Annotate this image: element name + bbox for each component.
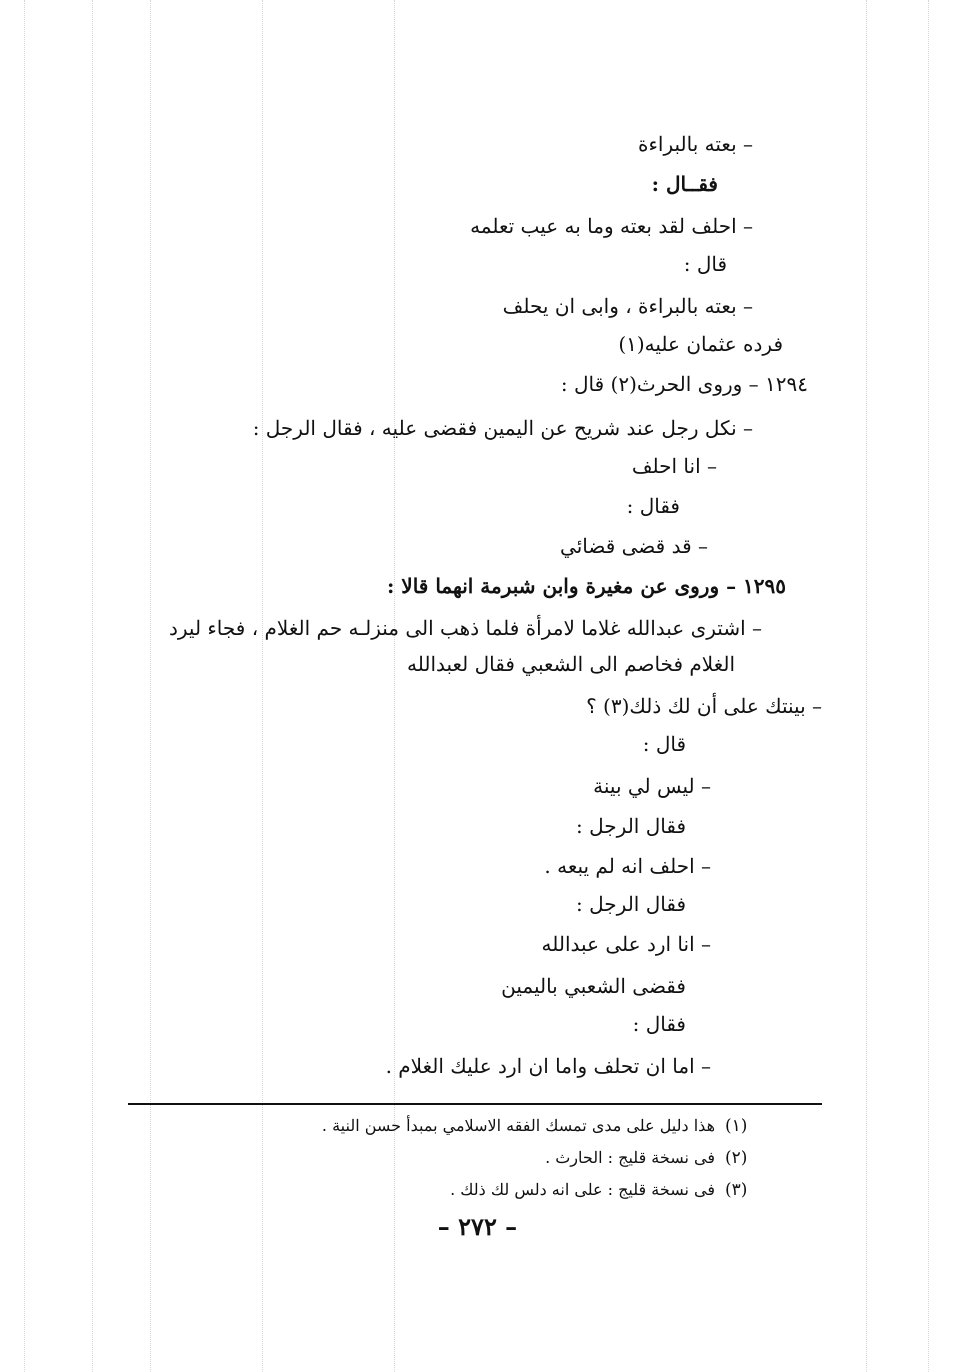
text-line: – انا ارد على عبدالله [541, 932, 711, 956]
text-line: الغلام فخاصم الى الشعبي فقال لعبدالله [407, 652, 735, 676]
scan-guide-line [394, 0, 395, 1372]
footnote-text: هذا دليل على مدى تمسك الفقه الاسلامي بمبدأ حسن النية . [321, 1116, 715, 1135]
footnote-text: فى نسخة قليج : الحارث . [545, 1148, 715, 1167]
text-line: قال : [683, 252, 727, 276]
text-line: – اما ان تحلف واما ان ارد عليك الغلام . [385, 1054, 711, 1078]
footnote-divider [128, 1103, 822, 1105]
scan-guide-line [866, 0, 867, 1372]
text-line: قال : [642, 732, 686, 756]
scan-guide-line [24, 0, 25, 1372]
text-line: فقــال : [651, 172, 718, 196]
text-line: – احلف انه لم يبعه . [544, 854, 711, 878]
text-line: فقال الرجل : [576, 892, 686, 916]
text-line: فقضى الشعبي باليمين [501, 974, 686, 998]
page-number-text: – ٢٧٢ – [437, 1212, 518, 1241]
text-line: – ليس لي بينة [593, 774, 711, 798]
scan-guide-line [92, 0, 93, 1372]
text-line: فرده عثمان عليه(١) [618, 332, 783, 356]
text-line: – نكل رجل عند شريح عن اليمين فقضى عليه ، فقال الرجل : [252, 416, 753, 440]
footnote-number: (٣) [725, 1180, 748, 1200]
numbered-entry: ١٢٩٤ – وروى الحرث(٢) قال : [560, 372, 808, 396]
text-line: فقال : [632, 1012, 686, 1036]
text-line: فقال : [626, 494, 680, 518]
scan-guide-line [262, 0, 263, 1372]
text-line: – بينتك على أن لك ذلك(٣) ؟ [586, 694, 822, 718]
text-line: – انا احلف [631, 454, 717, 478]
scan-guide-line [928, 0, 929, 1372]
text-line: – اشترى عبدالله غلاما لامرأة فلما ذهب الى منزلـه حم الغلام ، فجاء ليرد [168, 616, 762, 640]
footnote-text: فى نسخة قليج : على انه دلس لك ذلك . [450, 1180, 715, 1199]
text-line: – قد قضى قضائي [560, 534, 708, 558]
text-line: – احلف لقد بعته وما به عيب تعلمه [470, 214, 753, 238]
text-line: – بعته بالبراءة [638, 132, 753, 156]
text-line: فقال الرجل : [576, 814, 686, 838]
text-line: – بعته بالبراءة ، وابى ان يحلف [502, 294, 753, 318]
numbered-entry: ١٢٩٥ – وروى عن مغيرة وابن شبرمة انهما قالا : [386, 574, 786, 598]
footnote-number: (٢) [725, 1148, 748, 1168]
footnote-number: (١) [725, 1116, 748, 1136]
scan-guide-line [150, 0, 151, 1372]
page-number [0, 1212, 955, 1241]
